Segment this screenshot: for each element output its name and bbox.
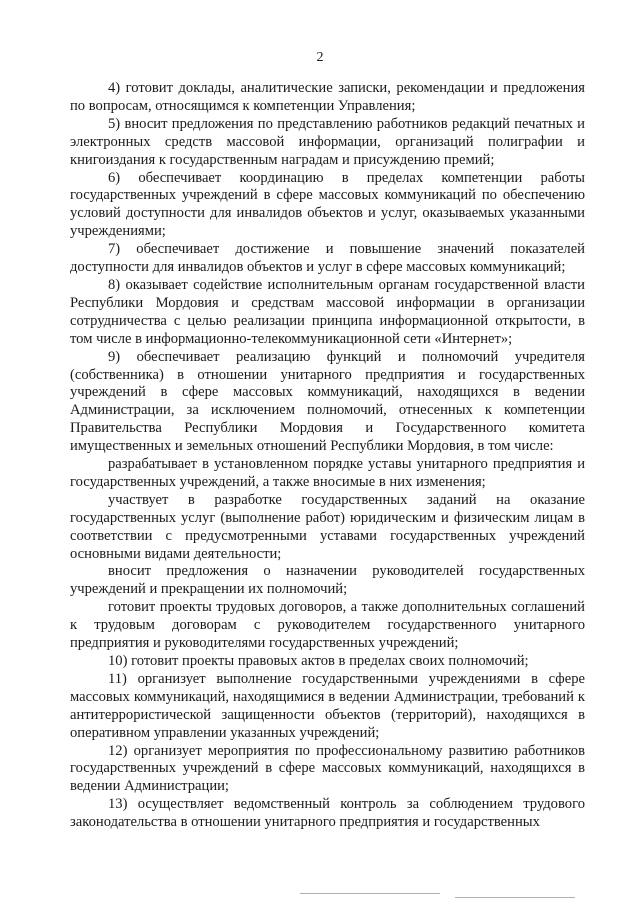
paragraph-11: 11) организует выполнение государственными учреждениями в сфере массовых коммуникаций, находящимися в ведении Администрации, требований к антитеррористической защищенности объектов (территорий), находящихся в оперативном управлении указанных учреждений; [70, 670, 585, 741]
paragraph-5: 5) вносит предложения по представлению работников редакций печатных и электронных средств массовой информации, организаций полиграфии и книгоиздания к государственным наградам и присуждению премий; [70, 115, 585, 168]
paragraph-9-item-appointments: вносит предложения о назначении руководителей государственных учреждений и прекращении их полномочий; [70, 563, 585, 598]
paragraph-9: 9) обеспечивает реализацию функций и полномочий учредителя (собственника) в отношении унитарного предприятия и государственных учреждений в сфере массовых коммуникаций, находящихся в ведении Администрации, за исключением полномочий, отнесенных к компетенции Правительства Республики Мордовия и Государственного комитета имущественных и земельных отношений Республики Мордовия, в том числе: [70, 348, 585, 455]
paragraph-9-item-state-tasks: участвует в разработке государственных заданий на оказание государственных услуг (выполнение работ) юридическим и физическим лицам в соответствии с предусмотренными уставами государственных учреждений основными видами деятельности; [70, 491, 585, 562]
paragraph-12: 12) организует мероприятия по профессиональному развитию работников государственных учреждений в сфере массовых коммуникаций, находящихся в ведении Администрации; [70, 742, 585, 795]
paragraph-10: 10) готовит проекты правовых актов в пределах своих полномочий; [108, 653, 529, 669]
paragraph-4: 4) готовит доклады, аналитические записки, рекомендации и предложения по вопросам, относящимся к компетенции Управления; [70, 80, 585, 114]
paragraph-7: 7) обеспечивает достижение и повышение значений показателей доступности для инвалидов объектов и услуг в сфере массовых коммуникаций; [70, 241, 585, 276]
paragraph-9-item-statutes: разрабатывает в установленном порядке уставы унитарного предприятия и государственных учреждений, а также вносимые в них изменения; [70, 456, 585, 490]
scan-artifact-line [455, 897, 575, 898]
document-body [70, 80, 585, 832]
paragraph-8: 8) оказывает содействие исполнительным органам государственной власти Республики Мордовия и средствам массовой информации в организации сотрудничества с целью реализации принципа информационной открытости, в том числе в информационно-телекоммуникационной сети «Интернет»; [70, 276, 585, 347]
page-number: 2 [316, 50, 324, 65]
scan-artifact-line [300, 893, 440, 894]
paragraph-13: 13) осуществляет ведомственный контроль за соблюдением трудового законодательства в отношении унитарного предприятия и государственных [70, 796, 585, 831]
paragraph-9-item-contracts: готовит проекты трудовых договоров, а также дополнительных соглашений к трудовым договорам с руководителем государственного унитарного предприятия и руководителями государственных учреждений; [70, 599, 585, 652]
paragraph-6: 6) обеспечивает координацию в пределах компетенции работы государственных учреждений в сфере массовых коммуникаций по обеспечению условий доступности для инвалидов объектов и услуг, оказываемых указанными учреждениями; [70, 169, 585, 240]
